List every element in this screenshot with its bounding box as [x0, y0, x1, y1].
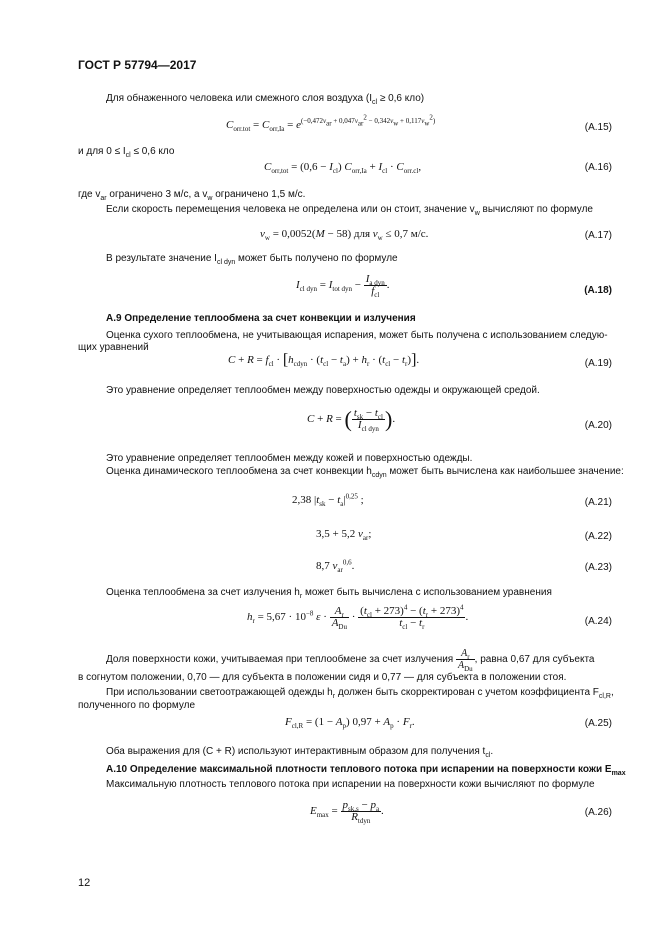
equation-number-a23: (А.23): [584, 562, 612, 573]
equation-a20: C + R = ( $\frac{t_{sk} - t_{cl}}{I_{cl dyn}}$ ).: [307, 406, 396, 434]
paragraph-reflective: При использовании светоотражающей одежды $h_r$ должен быть скорректирован с учетом коэффициента $F_{cl,R}$,: [106, 687, 614, 700]
equation-a17: $v_w = 0,0052(M - 58)$ для $v_w \le 0,7$ м/с.: [260, 228, 429, 243]
paragraph-walking-speed: Если скорость перемещения человека не определена или он стоит, значение $v_w$ вычисляют по формуле: [106, 204, 593, 217]
equation-a25: $F_{cl,R} = (1 - A_p) 0,97 + A_p \cdot F_r$.: [285, 716, 415, 731]
equation-number-a24: (А.24): [584, 616, 612, 627]
equation-a22: 3,5 + 5,2 $v_{ar}$;: [316, 528, 372, 543]
equation-a23: 8,7 $v_{ar}^{0,6}$.: [316, 558, 355, 575]
section-a9-heading: А.9 Определение теплообмена за счет конвекции и излучения: [106, 313, 416, 324]
paragraph-nude-condition: Для обнаженного человека или смежного слоя воздуха ($I_{cl} \ge 0,6$ кло): [106, 93, 425, 106]
paragraph-skin-fraction-line2: в согнутом положении, 0,70 — для субъекта в положении сидя и 0,77 — для субъекта в положении стоя.: [78, 672, 567, 683]
equation-number-a15: (А.15): [584, 122, 612, 133]
equation-number-a16: (А.16): [584, 162, 612, 173]
equation-a21: 2,38 $|t_{sk} - t_a|^{0,25}$ ;: [292, 492, 364, 509]
equation-number-a22: (А.22): [584, 531, 612, 542]
equation-number-a17: (А.17): [584, 230, 612, 241]
equation-a26: $E_{max}$ = $\frac{p_{sk,s} - p_a}{R_{tdyn}}$ .: [310, 799, 384, 826]
equation-a24: $h_r = 5,67 \cdot 10^{-8}$ ε · $\frac{A_r}{A_{Du}}$ · $\frac{(t_{cl} + 273)^4 - (t_r + 273)^4}{t_{cl} - t_r}$ .: [247, 603, 469, 632]
paragraph-skin-fraction: Доля поверхности кожи, учитываемая при теплообмене за счет излучения $\frac{A_r}{A_{Du}}$ , равна 0,67 для субъекта: [106, 648, 595, 673]
paragraph-convection: Оценка динамического теплообмена за счет конвекции $h_{cdyn}$ может быть вычислена как наибольшее значение:: [106, 466, 624, 479]
equation-a18: $I_{cl dyn} = I_{tot dyn}$ − $\frac{I_{a dyn}}{f_{cl}}$ .: [296, 273, 390, 300]
equation-number-a18: (А.18): [584, 285, 612, 296]
equation-a16: $C_{orr,tot} = (0,6 - I_{cl}) C_{orr,Ia} + I_{cl} \cdot C_{orr.cl}$,: [264, 161, 422, 176]
page-number: 12: [78, 877, 91, 889]
paragraph-iterative: Оба выражения для (C + R) используют интерактивным образом для получения $t_{cl}$.: [106, 746, 494, 759]
paragraph-dry-heat-line2: щих уравнений: [78, 342, 149, 353]
equation-number-a26: (А.26): [584, 807, 612, 818]
equation-number-a25: (А.25): [584, 718, 612, 729]
paragraph-clothing-env: Это уравнение определяет теплообмен между поверхностью одежды и окружающей средой.: [106, 385, 540, 396]
equation-number-a20: (А.20): [584, 420, 612, 431]
paragraph-icl-dyn: В результате значение $I_{cl dyn}$ может быть получено по формуле: [106, 253, 398, 266]
section-a10-heading: А.10 Определение максимальной плотности теплового потока при испарении на поверхности кожи $E_{max}$: [106, 764, 626, 777]
paragraph-range: и для $0 \le I_{cl} \le 0,6$ кло: [78, 146, 175, 159]
paragraph-reflective-line2: полученного по формуле: [78, 700, 196, 711]
equation-a19: $C + R = f_{cl} \cdot [h_{cdyn} \cdot (t_{cl} - t_a) + h_r \cdot (t_{cl} - t_r)]$.: [228, 351, 420, 369]
paragraph-limits: где $v_{ar}$ ограничено 3 м/с, а $v_w$ ограничено 1,5 м/с.: [78, 189, 306, 202]
document-header: ГОСТ Р 57794—2017: [78, 58, 197, 72]
equation-number-a19: (А.19): [584, 358, 612, 369]
paragraph-dry-heat-line1: Оценка сухого теплообмена, не учитывающая испарения, может быть получена с использованием следую-: [106, 330, 608, 341]
equation-a15: $C_{orr.tot} = C_{orr,Ia} = e^{(-0,472v_{ar} + 0,047v_{ar}^2 - 0,342v_w + 0,117v_w^2)}$: [226, 114, 436, 134]
paragraph-radiation: Оценка теплообмена за счет излучения $h_r$ может быть вычислена с использованием уравнения: [106, 587, 552, 600]
paragraph-skin-clothing: Это уравнение определяет теплообмен между кожей и поверхностью одежды.: [106, 453, 473, 464]
paragraph-max-evap: Максимальную плотность теплового потока при испарении на поверхности кожи вычисляют по формуле: [106, 779, 595, 790]
equation-number-a21: (А.21): [584, 497, 612, 508]
